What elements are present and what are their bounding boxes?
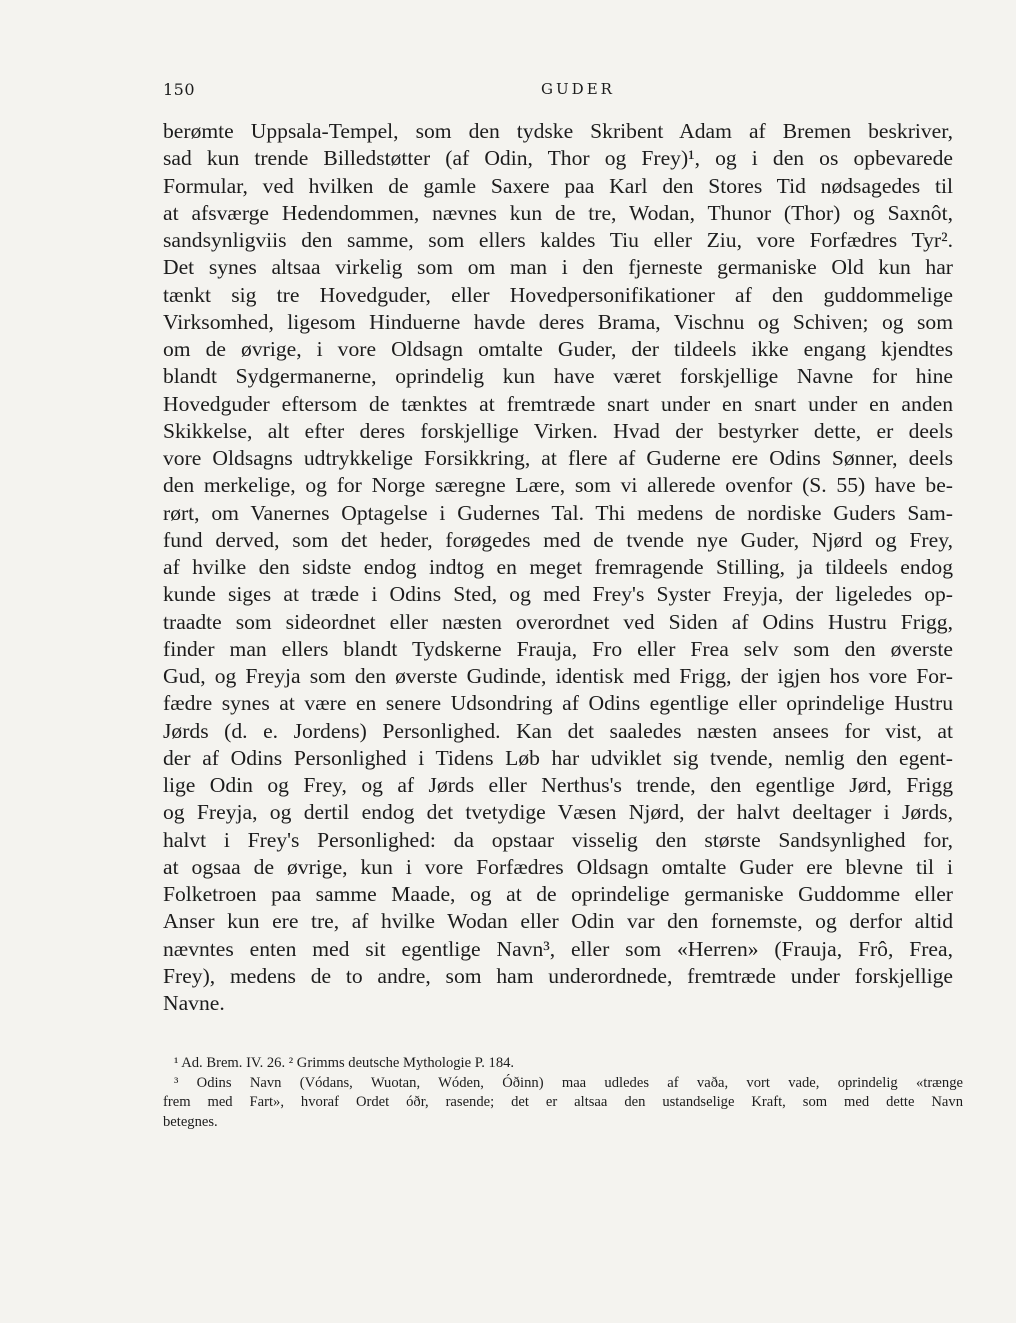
text-line: Skikkelse, alt efter deres forskjellige Virken. Hvad der bestyrker dette, er deels <box>163 418 953 443</box>
text-line: om de øvrige, i vore Oldsagn omtalte Guder, der tildeels ikke engang kjendtes <box>163 337 953 361</box>
footnote-line: frem med Fart», hvoraf Ordet óðr, rasende; det er altsaa den ustandselige Kraft, som med dette Navn <box>163 1094 963 1110</box>
text-line: og Freyja, og dertil endog det tvetydige Væsen Njørd, der halvt deeltager i Jørds, <box>163 800 953 825</box>
text-line: traadte som sideordnet eller næsten overordnet ved Siden af Odins Hustru Frigg, <box>163 609 953 634</box>
body-text <box>163 118 953 1017</box>
text-line: sandsynligviis den samme, som ellers kaldes Tiu eller Ziu, vore Forfædres Tyr². <box>163 228 953 252</box>
text-line: Navne. <box>163 991 225 1015</box>
running-head <box>163 80 953 104</box>
text-line: nævntes enten med sit egentlige Navn³, eller som «Herren» (Frauja, Frô, Frea, <box>163 936 953 961</box>
text-line: Anser kun ere tre, af hvilke Wodan eller Odin var den fornemste, og derfor altid <box>163 909 953 934</box>
footnote-line: ¹ Ad. Brem. IV. 26. ² Grimms deutsche Mythologie P. 184. <box>174 1055 515 1071</box>
text-line: Jørds (d. e. Jordens) Personlighed. Kan det saaledes næsten ansees for vist, at <box>163 718 953 743</box>
text-line: Formular, ved hvilken de gamle Saxere paa Karl den Stores Tid nødsagedes til <box>163 173 953 198</box>
text-line: der af Odins Personlighed i Tidens Løb har udviklet sig tvende, nemlig den egent- <box>163 745 953 770</box>
text-line: berømte Uppsala-Tempel, som den tydske Skribent Adam af Bremen beskriver, <box>163 119 953 143</box>
text-line: blandt Sydgermanerne, oprindelig kun have været forskjellige Navne for hine <box>163 364 953 389</box>
text-line: Frey), medens de to andre, som ham underordnede, fremtræde under forskjellige <box>163 963 953 988</box>
text-line: fædre synes at være en senere Udsondring af Odins egentlige eller oprindelige Hustru <box>163 691 953 716</box>
text-line: sad kun trende Billedstøtter (af Odin, Thor og Frey)¹, og i den os opbevarede <box>163 146 953 171</box>
text-line: fund derved, som det heder, forøgedes med de tvende nye Guder, Njørd og Frey, <box>163 527 953 552</box>
text-line: rørt, om Vanernes Optagelse i Gudernes Tal. Thi medens de nordiske Guders Sam- <box>163 500 953 525</box>
text-line: finder man ellers blandt Tydskerne Frauja, Fro eller Frea selv som den øverste <box>163 636 953 661</box>
running-title: GUDER <box>541 80 615 98</box>
text-line: at ogsaa de øvrige, kun i vore Forfædres Oldsagn omtalte Guder ere blevne til i <box>163 854 953 879</box>
page-number: 150 <box>163 80 196 99</box>
text-line: Virksomhed, ligesom Hinduerne havde deres Brama, Vischnu og Schiven; og som <box>163 309 953 334</box>
text-line: den merkelige, og for Norge særegne Lære, som vi allerede ovenfor (S. 55) have be- <box>163 473 953 498</box>
text-line: halvt i Frey's Personlighed: da opstaar visselig den største Sandsynlighed for, <box>163 827 953 852</box>
footnotes <box>163 1054 963 1132</box>
text-line: Gud, og Freyja som den øverste Gudinde, identisk med Frigg, der igjen hos vore For- <box>163 664 953 688</box>
text-line: kunde siges at træde i Odins Sted, og med Frey's Syster Freyja, der ligeledes op- <box>163 582 953 607</box>
text-line: lige Odin og Frey, og af Jørds eller Nerthus's trende, den egentlige Jørd, Frigg <box>163 773 953 797</box>
text-line: Det synes altsaa virkelig som om man i den fjerneste germaniske Old kun har <box>163 255 953 280</box>
text-line: vore Oldsagns udtrykkelige Forsikkring, at flere af Guderne ere Odins Sønner, deels <box>163 446 953 470</box>
text-line: at afsværge Hedendommen, nævnes kun de tre, Wodan, Thunor (Thor) og Saxnôt, <box>163 200 953 225</box>
text-line: tænkt sig tre Hovedguder, eller Hovedpersonifikationer af den guddommelige <box>163 282 953 307</box>
text-line: af hvilke den sidste endog indtog en meget fremragende Stilling, ja tildeels endog <box>163 555 953 579</box>
text-line: Hovedguder eftersom de tænktes at fremtræde snart under en snart under en anden <box>163 391 953 416</box>
text-line: Folketroen paa samme Maade, og at de oprindelige germaniske Guddomme eller <box>163 882 953 906</box>
footnote-line: ³ Odins Navn (Vódans, Wuotan, Wóden, Óðinn) maa udledes af vaða, vort vade, oprindelig «trænge <box>174 1074 963 1091</box>
footnote-line: betegnes. <box>163 1113 218 1130</box>
